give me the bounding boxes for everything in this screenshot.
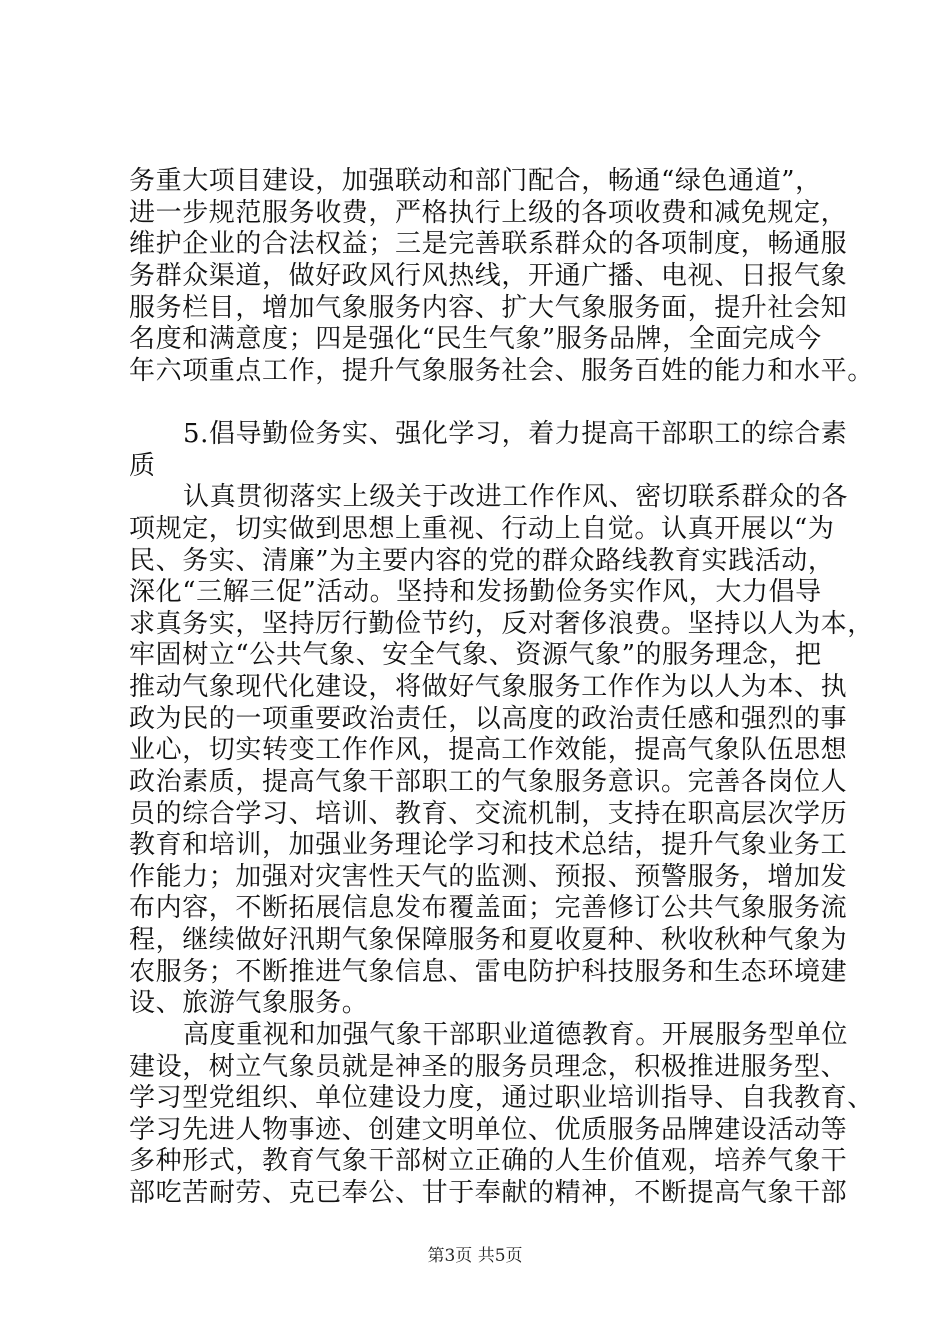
- page-number-footer: 第3页 共5页: [427, 1246, 523, 1266]
- text-line: 建设，树立气象员就是神圣的服务员理念，积极推进服务型、: [129, 1052, 848, 1082]
- text-line: 年六项重点工作，提升气象服务社会、服务百姓的能力和水平。: [129, 356, 874, 386]
- text-line: 农服务；不断推进气象信息、雷电防护科技服务和生态环境建: [129, 957, 848, 987]
- text-line: 求真务实，坚持厉行勤俭节约，反对奢侈浪费。坚持以人为本，: [129, 609, 874, 639]
- text-line: 维护企业的合法权益；三是完善联系群众的各项制度，畅通服: [129, 229, 848, 259]
- text-line: 名度和满意度；四是强化“民生气象”服务品牌，全面完成今: [129, 324, 822, 354]
- section-heading: 质: [129, 451, 156, 481]
- text-line: 多种形式，教育气象干部树立正确的人生价值观，培养气象干: [129, 1146, 848, 1176]
- text-line: 设、旅游气象服务。: [129, 988, 369, 1018]
- text-line: 牢固树立“公共气象、安全气象、资源气象”的服务理念，把: [129, 640, 822, 670]
- text-line: 深化“三解三促”活动。坚持和发扬勤俭务实作风，大力倡导: [129, 577, 822, 607]
- text-line: 学习先进人物事迹、创建文明单位、优质服务品牌建设活动等: [129, 1115, 848, 1145]
- text-line: 作能力；加强对灾害性天气的监测、预报、预警服务，增加发: [129, 862, 848, 892]
- text-line: 部吃苦耐劳、克已奉公、甘于奉献的精神，不断提高气象干部: [129, 1178, 848, 1208]
- text-line: 项规定，切实做到思想上重视、行动上自觉。认真开展以“为: [129, 514, 835, 544]
- text-line: 学习型党组织、单位建设力度，通过职业培训指导、自我教育、: [129, 1083, 874, 1113]
- text-line: 政为民的一项重要政治责任，以高度的政治责任感和强烈的事: [129, 704, 848, 734]
- text-line: 程，继续做好汛期气象保障服务和夏收夏种、秋收秋种气象为: [129, 925, 848, 955]
- text-line: 认真贯彻落实上级关于改进工作作风、密切联系群众的各: [183, 482, 849, 512]
- text-line: 进一步规范服务收费，严格执行上级的各项收费和减免规定，: [129, 198, 848, 228]
- text-line: 服务栏目，增加气象服务内容、扩大气象服务面，提升社会知: [129, 293, 848, 323]
- section-heading: 5.倡导勤俭务实、强化学习，着力提高干部职工的综合素: [183, 419, 848, 449]
- text-line: 推动气象现代化建设，将做好气象服务工作作为以人为本、执: [129, 672, 848, 702]
- text-line: 政治素质，提高气象干部职工的气象服务意识。完善各岗位人: [129, 767, 848, 797]
- text-line: 业心，切实转变工作作风，提高工作效能，提高气象队伍思想: [129, 735, 848, 765]
- text-line: 布内容，不断拓展信息发布覆盖面；完善修订公共气象服务流: [129, 893, 848, 923]
- text-line: 员的综合学习、培训、教育、交流机制，支持在职高层次学历: [129, 799, 848, 829]
- text-line: 务群众渠道，做好政风行风热线，开通广播、电视、日报气象: [129, 261, 848, 291]
- text-line: 务重大项目建设，加强联动和部门配合，畅通“绿色通道”，: [129, 166, 822, 196]
- text-line: 教育和培训，加强业务理论学习和技术总结，提升气象业务工: [129, 830, 848, 860]
- text-line: 高度重视和加强气象干部职业道德教育。开展服务型单位: [183, 1020, 849, 1050]
- text-line: 民、务实、清廉”为主要内容的党的群众路线教育实践活动，: [129, 546, 835, 576]
